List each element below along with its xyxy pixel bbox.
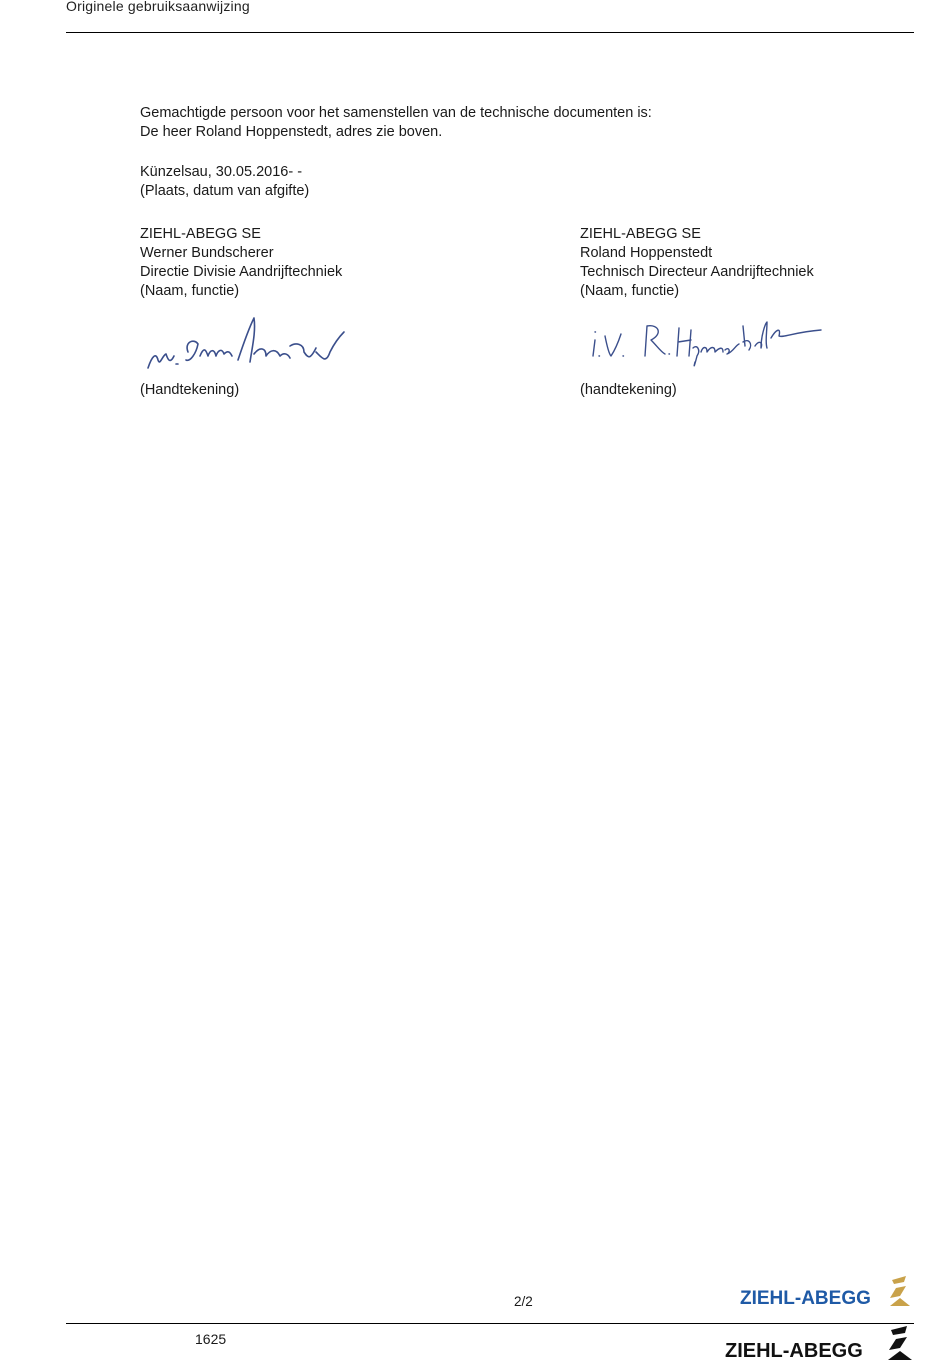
signatory-name: Roland Hoppenstedt — [580, 245, 713, 261]
authorized-person-address: De heer Roland Hoppenstedt, adres zie boven. — [140, 124, 443, 140]
signature-caption: (handtekening) — [580, 382, 677, 398]
signatory-company: ZIEHL-ABEGG SE — [580, 226, 701, 242]
inner-logo-text: ZIEHL-ABEGG — [740, 1288, 871, 1309]
signatory-name: Werner Bundscherer — [140, 245, 274, 261]
place-date-value: Künzelsau, 30.05.2016- - — [140, 164, 303, 180]
authorized-person-statement: Gemachtigde persoon voor het samenstellen van de technische documenten is: — [140, 105, 652, 121]
inner-logo-mark-icon — [886, 1276, 912, 1308]
inner-page-number: 2/2 — [514, 1294, 533, 1309]
footer-logo-text: ZIEHL-ABEGG — [725, 1340, 863, 1362]
signatory-caption: (Naam, functie) — [580, 283, 680, 299]
signatory-caption: (Naam, functie) — [140, 283, 240, 299]
signature-caption: (Handtekening) — [140, 382, 240, 398]
header-divider — [66, 32, 914, 33]
footer-logo-mark-icon — [885, 1326, 913, 1362]
place-date-caption: (Plaats, datum van afgifte) — [140, 183, 310, 199]
inner-ziehl-abegg-logo — [740, 1276, 915, 1310]
footer-divider — [66, 1323, 914, 1324]
document-header-title: Originele gebruiksaanwijzing — [66, 0, 250, 14]
signatory-company: ZIEHL-ABEGG SE — [140, 226, 261, 242]
footer-ziehl-abegg-logo — [725, 1326, 915, 1364]
footer-document-number: 1625 — [195, 1331, 227, 1347]
handwritten-signature-left — [140, 312, 360, 376]
signatory-function: Directie Divisie Aandrijftechniek — [140, 264, 343, 280]
signatory-function: Technisch Directeur Aandrijftechniek — [580, 264, 814, 280]
handwritten-signature-right — [585, 316, 830, 372]
